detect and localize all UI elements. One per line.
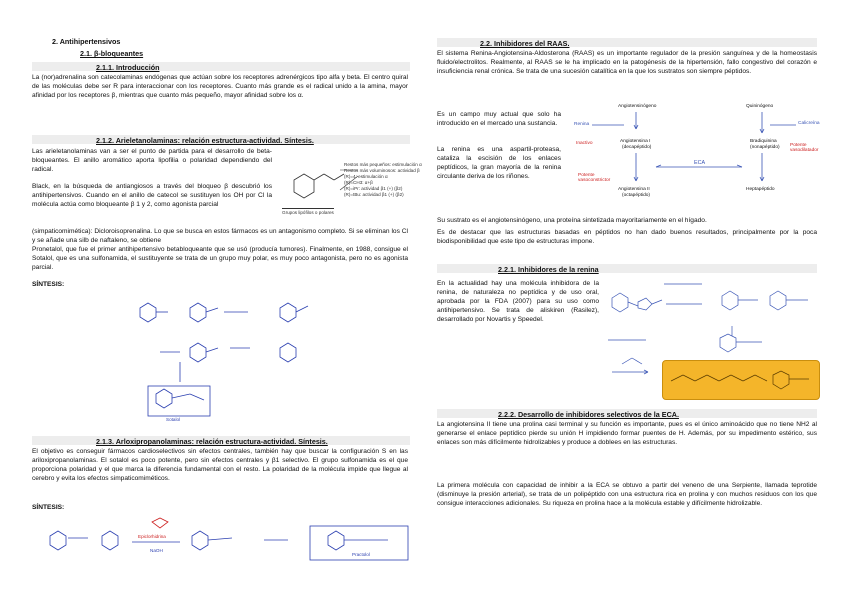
- sintesis-label-2: SÍNTESIS:: [32, 504, 65, 511]
- raas-heptapeptido: Heptapéptido: [746, 187, 775, 192]
- heading-arieletanolaminas: 2.1.2. Arieletanolaminas: relación estructura-actividad. Síntesis.: [96, 136, 314, 145]
- raas-inactivo: Inactivo: [576, 141, 593, 146]
- fig1-label: (R)=tBu: actividad β1 (+) (β2): [344, 192, 404, 197]
- paragraph-eca-2: La primera molécula con capacidad de inhibir a la ECA se obtuvo a partir del veneno de una Serpiente, llamada teprotide (disminuye la presión arterial), se trata de un polipéptido con una estructura rica en prolina y con muchos residuos con los que consigue interacciones adicionales. Su riqueza en prolina hace a la molécula estable y difícilmente hidrolizable.: [437, 482, 817, 507]
- paragraph-arieletanolaminas-1: Las arieletanolaminas van a ser el punto de partida para el desarrollo de beta-bloqueantes. El anillo aromático aporta lipofilia o polaridad dependiendo del radical.: [32, 148, 272, 173]
- fig1-label: (R)=4: estimulación α: [344, 174, 388, 179]
- fig1-caption: Grupos lipófilos o polares: [282, 210, 334, 215]
- fig1-label: Restos más pequeños: estimulación α: [344, 162, 422, 167]
- paragraph-renina: La renina es una aspartil-proteasa, cataliza la escisión de los enlaces peptídicos, la gran mayoría de la renina circulante deriva de los riñones.: [437, 146, 561, 180]
- heading-inhibidores-raas: 2.2. Inhibidores del RAAS.: [480, 39, 570, 48]
- figure-aliskiren-synthesis: [602, 276, 822, 404]
- sintesis-label: SÍNTESIS:: [32, 281, 65, 288]
- naoh-label: NaOH: [150, 548, 163, 553]
- raas-renina: Renina: [574, 122, 590, 127]
- aliskiren-structure-icon: [663, 361, 819, 399]
- raas-cascade-arrows-icon: [566, 103, 820, 207]
- paragraph-ariloxipropanolaminas: El objetivo es conseguir fármacos cardioselectivos sin efectos centrales, también hay que buscar la configuración S en las ariloxipropanolaminas. El sotalol es poco potente, pero sin efectos centrales y β1 selectivo. El grupo sulfonamida es el que proporciona polaridad y el que marca la diferencia fundamental con el resto. La polaridad de la molécula impide que llegue al cerebro y evita los efectos simpaticomiméticos.: [32, 448, 408, 482]
- paragraph-raas: El sistema Renina-Angiotensina-Aldosterona (RAAS) es un importante regulador de la presión sanguínea y de la homeostasis fluido/electrolitos. Realmente, al RAAS se le ha implicado en la patogénesis de la hipertensión, fallo congestivo del corazón e insuficiencia renal crónica. Se trata de una sucesión catalítica en la que los sustratos son siempre péptidos.: [437, 50, 817, 75]
- raas-quininogeno: Quininógeno: [746, 104, 774, 109]
- aliskiren-highlight-box: [662, 360, 820, 400]
- heading-introduccion: 2.1.1. Introducción: [96, 63, 160, 72]
- raas-angiotensina-1: Angiotensina I: [620, 139, 651, 144]
- raas-calicreina: Calicreína: [798, 121, 820, 126]
- heading-highlight: [437, 264, 817, 273]
- raas-bradiquinina: Bradiquinina: [750, 139, 777, 144]
- fig1-label: (R)=CH3: α+β: [344, 180, 373, 185]
- epiclorhidrina-label: Epiclorhidrina: [138, 534, 166, 539]
- raas-angiotensina-2: Angiotensina II: [618, 187, 650, 192]
- section-heading-antihipertensivos: 2. Antihipertensivos: [52, 37, 121, 46]
- raas-eca: ECA: [694, 160, 706, 166]
- sotalol-label: Sotalol: [166, 417, 181, 422]
- raas-potente-vasodilatador: Potente vasodilatador: [790, 143, 819, 153]
- paragraph-destacar: Es de destacar que las estructuras basadas en péptidos no han dado buenos resultados, principalmente por la poca biodisponibilidad que este tipo de estructuras impone.: [437, 229, 817, 245]
- paragraph-arieletanolaminas-3: (simpaticomimética): Dicloroisoprenalina. Lo que se busca en estos fármacos es un antagonismo completo. Si se eliminan los Cl y se añade una silb de naftaleno, se obtiene: [32, 228, 408, 244]
- raas-angiotensinogeno: Angiotensinógeno: [618, 104, 657, 109]
- figure-arieletanolamina-sar: [280, 160, 422, 220]
- paragraph-sustrato: Su sustrato es el angiotensinógeno, una proteína sintetizada mayoritariamente en el hígado.: [437, 217, 707, 224]
- heading-ariloxipropanolaminas: 2.1.3. Arloxipropanolaminas: relación estructura-actividad. Síntesis.: [96, 437, 328, 446]
- heading-highlight: [32, 62, 410, 71]
- paragraph-arieletanolaminas-2: Black, en la búsqueda de antiangiosos a través del bloqueo β descubrió los antihipertensivos. Cuando en el anillo de catecol se sustituyen los OH por Cl la molécula actúa como bloqueante β 1 y 2, como agonista parcial: [32, 183, 272, 208]
- heading-beta-bloqueantes: 2.1. β-bloqueantes: [80, 49, 144, 58]
- heading-inhibidores-eca: 2.2.2. Desarrollo de inhibidores selectivos de la ECA.: [498, 410, 679, 419]
- paragraph-inhibidores-renina: En la actualidad hay una molécula inhibidora de la renina, de naturaleza no peptídica y de uso oral, aprobada por la FDA (2007) para su uso como antihipertensivo. Se trata de aliskiren (Rasilez), desarrollado por Novartis y Speedel.: [437, 280, 599, 323]
- figure-sintesis-sotalol: [120, 290, 350, 430]
- paragraph-eca-1: La angiotensina II tiene una prolina casi terminal y su función es importante, pues es el único aminoácido que no tiene NH2 al generarse el enlace peptídico pierde su unión H impidiendo formar puentes de H. Además, por su impedimento estérico, sus enlaces son más difícilmente hidrolizables y produce a doblees en las estructuras.: [437, 421, 817, 446]
- figure-sintesis-practolol: [32, 514, 410, 562]
- raas-angiotensina-2-sub: (octapéptido): [622, 193, 650, 198]
- sotalol-synthesis-scheme-icon: [120, 290, 350, 430]
- paragraph-arieletanolaminas-4: Pronetalol, que fue el primer antihipertensivo betabloqueante que se usó (producía tumores). Finalmente, en 1988, consigue el Sotalol, que es una sulfonamida, el sustituyente se trata de un grupo muy polar, es muy poco antagonista, pero no es agonista parcial.: [32, 246, 408, 271]
- fig1-label: (R)=iPr: actividad β1 (+) (β2): [344, 186, 403, 191]
- raas-angiotensina-1-sub: (decapéptido): [622, 145, 652, 150]
- raas-potente-vasoconstrictor: Potente vasoconstrictor: [578, 173, 611, 183]
- fig1-label: Restos más voluminosos: actividad β: [344, 168, 420, 173]
- raas-bradiquinina-sub: (nonapéptido): [750, 145, 780, 150]
- paragraph-campo: Es un campo muy actual que solo ha introducido en el mercado una sustancia.: [437, 111, 561, 127]
- paragraph-introduccion: La (nor)adrenalina son catecolaminas endógenas que actúan sobre los receptores adrenérgicos tipo alfa y beta. El centro quiral de las moléculas debe ser R para interaccionar con los receptores. Cuanto más grande es el radical unido a la amina, mayor afinidad por los receptores β, mientras que cuanto más pequeño, mayor afinidad sobre los α.: [32, 74, 408, 99]
- figure-raas-cascade: [566, 103, 820, 207]
- practolol-label: Practolol: [352, 552, 370, 557]
- heading-inhibidores-renina: 2.2.1. Inhibidores de la renina: [498, 265, 599, 274]
